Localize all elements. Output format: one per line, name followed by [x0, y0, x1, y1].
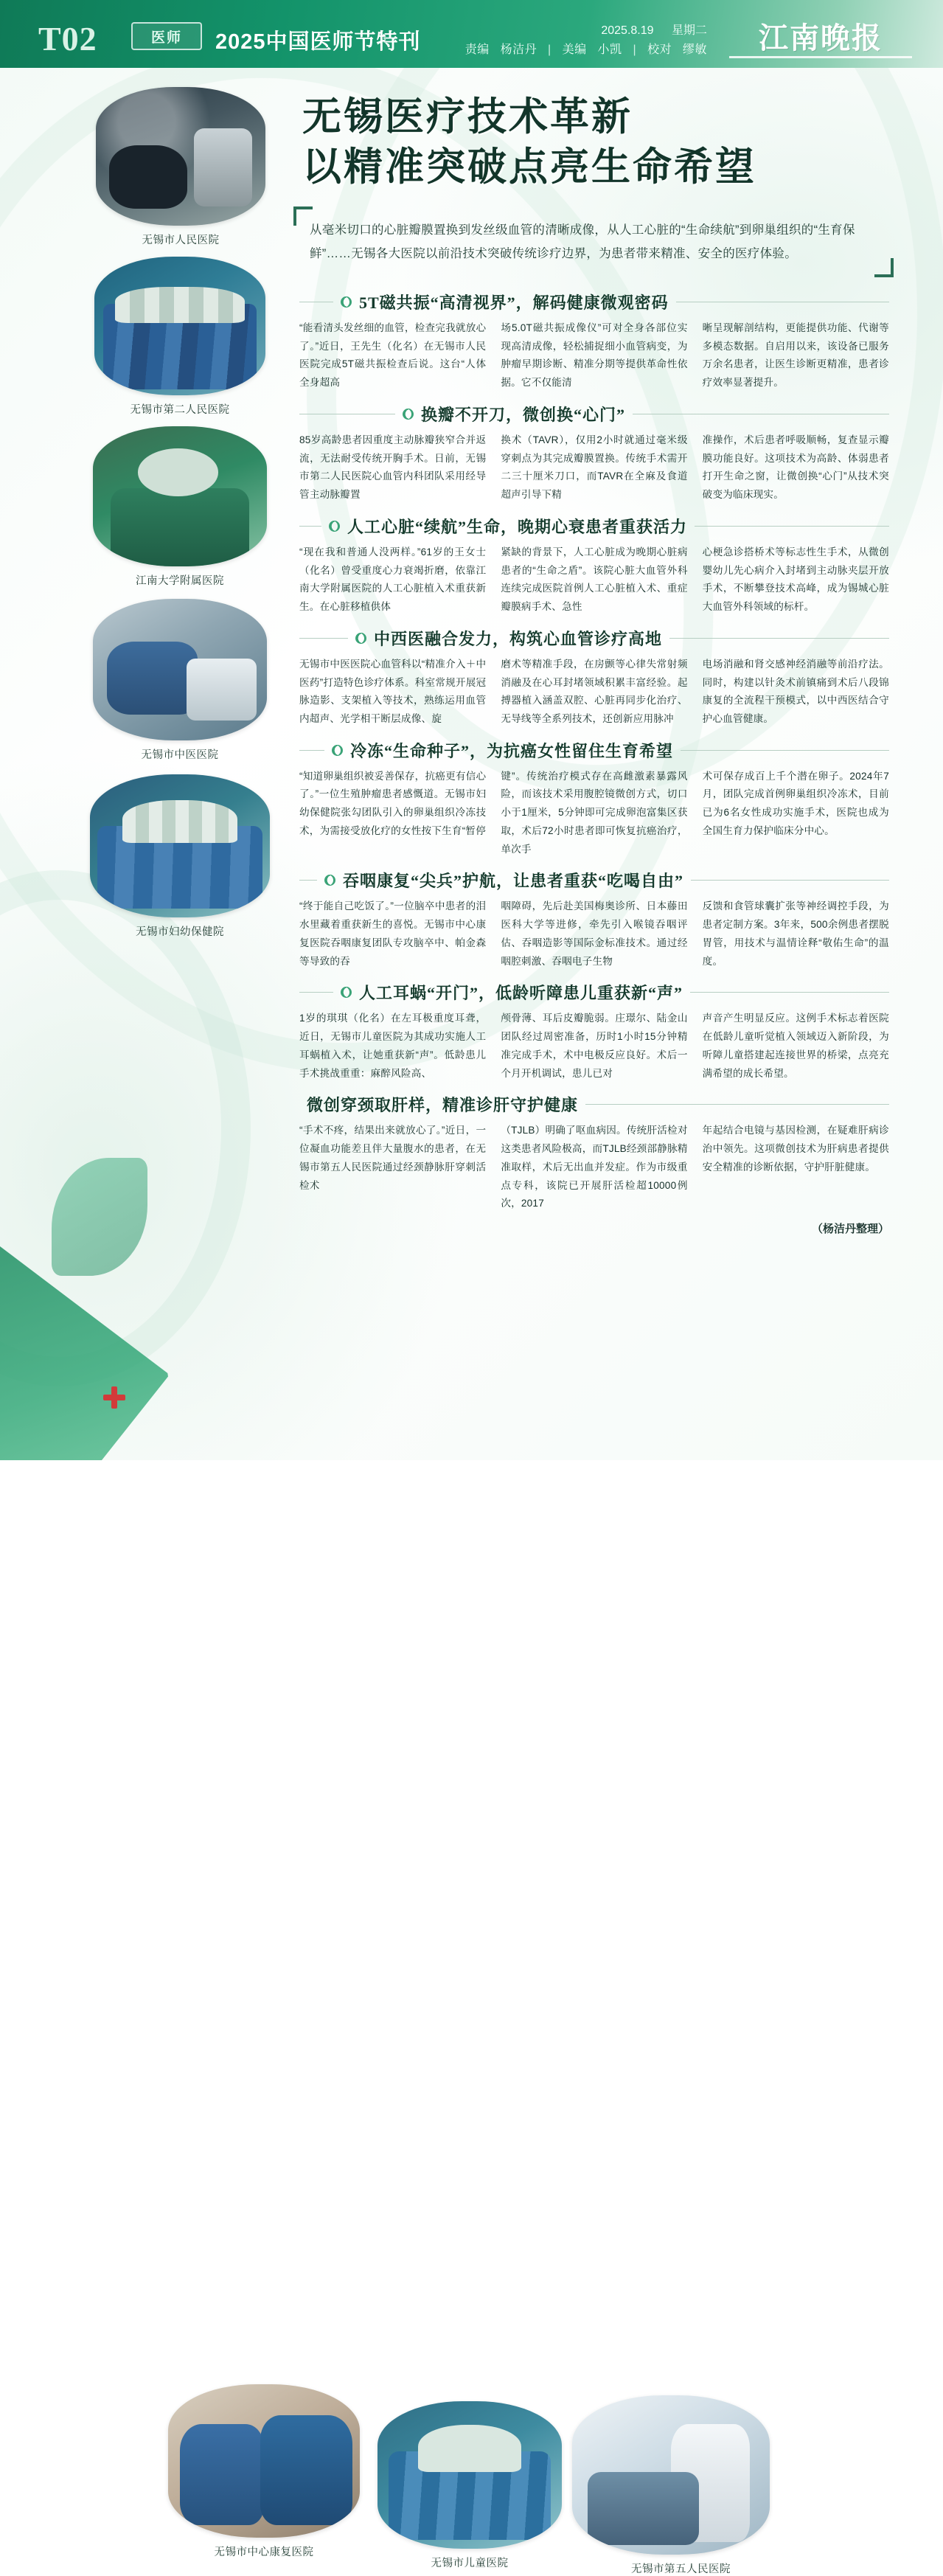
bracket-bottom-right-icon — [874, 258, 894, 277]
section-5t-mri — [299, 291, 889, 392]
headline-line-1: 无锡医疗技术革新 — [302, 96, 633, 139]
section-heading — [299, 515, 889, 538]
headline-line-2: 以精准突破点亮生命希望 — [302, 145, 756, 189]
photo-caption: 无锡市第二人民医院 — [130, 404, 230, 416]
section-tavr — [299, 403, 889, 504]
photo-children-hospital — [377, 2401, 562, 2569]
paragraph: 电场消融和肾交感神经消融等前沿疗法。同时，构建以针灸术前镇痛到术后八段锦康复的全流程干预模式，以中西医结合守护心血管健康。 — [702, 658, 889, 725]
paragraph: 术可保存成百上千个潜在卵子。2024年7月，团队完成首例卵巢组织冷冻术，目前已为6名女性成功实施手术，医院也成为全国生育力保护临床分中心。 — [702, 770, 889, 836]
section-title: 人工耳蜗“开门”，低龄听障患儿重获新“声” — [359, 984, 683, 1003]
section-heading — [299, 869, 889, 892]
credit-role-proofreader: 校对 — [647, 44, 672, 56]
paragraph: “手术不疼，结果出来就放心了。”近日，一位凝血功能差且伴大量腹水的患者，在无锡市第五人民医院通过经颈静脉肝穿刺活检术 — [299, 1125, 487, 1191]
photo-image — [93, 599, 267, 740]
section-title: 冷冻“生命种子”，为抗癌女性留住生育希望 — [350, 741, 674, 760]
section-heading — [299, 739, 889, 762]
photo-maternity-child-hospital — [90, 774, 270, 938]
section-heading — [299, 291, 889, 313]
credit-role-editor: 责编 — [464, 44, 490, 56]
heading-rule-left — [299, 750, 324, 751]
paragraph: 咽障碍，先后赴美国梅奥诊所、日本藤田医科大学等进修，牵先引入喉镜吞咽评估、吞咽造影等国际金标准技术。通过经咽腔刺激、吞咽电子生物 — [501, 900, 688, 967]
photo-image — [168, 2384, 360, 2538]
section-title: 吞咽康复“尖兵”护航，让患者重获“吃喝自由” — [343, 872, 684, 891]
newspaper-name: 江南晚报 — [759, 21, 883, 55]
photo-tcm-hospital — [93, 599, 267, 761]
section-heading — [299, 627, 889, 650]
paragraph: （TJLB）明确了呕血病因。传统肝活检对这类患者风险极高，而TJLB经颈部静脉精准取样，术后无出血并发症。作为市级重点专科，该院已开展肝活检超10000例次，2017 — [501, 1125, 688, 1209]
section-heading — [299, 1093, 889, 1116]
medical-cross-icon — [103, 1386, 125, 1409]
heading-rule-left — [299, 992, 333, 993]
newspaper-logo — [725, 15, 916, 56]
heading-rule-right — [669, 638, 889, 639]
lede-text: 从毫米切口的心脏瓣膜置换到发丝级血管的清晰成像，从人工心脏的“生命续航”到卵巢组织的“生育保鲜”……无锡各大医院以前沿技术突破传统诊疗边界，为患者带来精准、安全的医疗体验。 — [310, 223, 855, 261]
paragraph: 准操作，术后患者呼吸顺畅，复查显示瓣膜功能良好。这项技术为高龄、体弱患者打开生命之窗，让微创换“心门”从技术突破变为临床现实。 — [702, 434, 889, 501]
crescent-icon — [403, 409, 414, 420]
section-cochlear-implant — [299, 981, 889, 1083]
logo-underline — [729, 56, 912, 58]
paragraph: 反馈和食管球囊扩张等神经调控手段，为患者定制方案。3年来，500余例患者摆脱胃管，用技术与温情诠释“敬佑生命”的温度。 — [702, 900, 889, 967]
paragraph: 紧缺的背景下，人工心脏成为晚期心脏病患者的“生命之盾”。该院心脏大血管外科连续完成医院首例人工心脏植入术、重症瓣膜病手术、急性 — [501, 546, 688, 613]
section-title: 5T磁共振“高清视界”，解码健康微观密码 — [359, 294, 669, 312]
section-columns — [299, 319, 889, 392]
credit-name-designer: 小凯 — [597, 44, 622, 56]
photo-image — [94, 257, 265, 395]
bracket-top-left-icon — [293, 206, 313, 226]
paragraph: “能看清头发丝细的血管，检查完我就放心了。”近日，王先生（化名）在无锡市人民医院完成5T磁共振检查后说。这台“人体全身超高 — [299, 322, 487, 389]
publish-date: 2025.8.19 — [601, 24, 654, 37]
photo-image — [96, 87, 265, 226]
section-columns — [299, 544, 889, 617]
paragraph: 无锡市中医医院心血管科以“精准介入＋中医药”打造特色诊疗体系。科室常规开展冠脉造影、支架植入等技术，熟练运用血管内超声、光学相干断层成像、旋 — [299, 658, 487, 725]
photo-caption: 无锡市中医医院 — [141, 749, 219, 761]
paragraph: “终于能自己吃饭了。”一位脑卒中患者的泪水里藏着重获新生的喜悦。无锡市中心康复医院吞咽康复团队专攻脑卒中、帕金森等导致的吞 — [299, 900, 487, 967]
photo-fifth-people-hospital — [572, 2395, 770, 2575]
paragraph: “现在我和普通人没两样。”61岁的王女士（化名）曾受重度心力衰竭折磨，依靠江南大学附属医院的人工心脏植入术重获新生。在心脏移植供体 — [299, 546, 487, 613]
crescent-icon — [355, 633, 366, 644]
photo-caption: 无锡市中心康复医院 — [214, 2547, 314, 2558]
paragraph: 键”。传统治疗模式存在高雌激素暴露风险，而该技术采用腹腔镜微创方式，切口小于1厘米，5分钟即可完成卵泡富集区获取，术后72小时患者即可恢复抗癌治疗，单次手 — [501, 770, 688, 855]
section-title: 换瓣不开刀，微创换“心门” — [421, 405, 626, 424]
photo-caption: 无锡市儿童医院 — [431, 2558, 509, 2569]
paragraph: 1岁的琪琪（化名）在左耳极重度耳聋，近日，无锡市儿童医院为其成功实施人工耳蜗植入术，让她重获新“声”。低龄患儿手术挑战重重：麻醉风险高、 — [299, 1013, 487, 1079]
dateline — [601, 21, 707, 38]
special-edition-title: 2025中国医师节特刊 — [215, 30, 421, 54]
heading-rule-left — [299, 526, 321, 527]
section-ovarian-cryo — [299, 739, 889, 859]
crescent-icon — [329, 521, 340, 532]
section-columns — [299, 431, 889, 504]
heading-rule-right — [691, 880, 889, 881]
paragraph: 换术（TAVR），仅用2小时就通过毫米级穿刺点为其完成瓣膜置换。传统手术需开二三十厘米刀口，而TAVR在全麻及食道超声引导下精 — [501, 434, 688, 501]
paragraph: 晰呈现解剖结构，更能提供功能、代谢等多模态数据。自启用以来，该设备已服务万余名患者，让医生诊断更精准，患者诊疗效率显著提升。 — [702, 322, 889, 389]
masthead — [0, 0, 943, 68]
photo-caption: 江南大学附属医院 — [136, 575, 224, 587]
section-title: 中西医融合发力，构筑心血管诊疗高地 — [374, 629, 663, 648]
lede-paragraph — [310, 218, 877, 265]
heading-rule-right — [690, 992, 889, 993]
heading-rule-right — [585, 1104, 889, 1105]
crescent-icon — [341, 987, 352, 998]
article-byline: （杨洁丹整理） — [811, 1222, 889, 1235]
section-artificial-heart — [299, 515, 889, 617]
crescent-icon — [332, 745, 343, 756]
photo-people-hospital — [96, 87, 265, 246]
bottom-photo-row — [0, 1186, 943, 2575]
section-columns — [299, 898, 889, 971]
crescent-icon — [341, 296, 352, 308]
section-swallowing-rehab — [299, 869, 889, 971]
weekday: 星期二 — [671, 24, 707, 37]
heading-rule-left — [299, 880, 317, 881]
paragraph: 颅骨薄、耳后皮瓣脆弱。庄璟尔、陆金山团队经过周密准备，历时1小时15分钟精准完成手术，术中电极反应良好。术后一个月开机调试，患儿已对 — [501, 1013, 688, 1079]
credit-role-designer: 美编 — [562, 44, 587, 56]
page-number: T02 — [38, 20, 97, 58]
paragraph: 年起结合电镜与基因检测，在疑难肝病诊治中领先。这项微创技术为肝病患者提供安全精准的诊断依据，守护肝脏健康。 — [702, 1125, 889, 1173]
photo-image — [93, 426, 267, 566]
section-columns — [299, 768, 889, 859]
section-heading — [299, 403, 889, 426]
headline — [302, 93, 885, 193]
heading-rule-right — [695, 526, 889, 527]
photo-jiangnan-affiliated-hospital — [93, 426, 267, 587]
section-heading — [299, 981, 889, 1004]
paragraph: 心梗急诊搭桥术等标志性生手术，从微创婴幼儿先心病介入封堵到主动脉夹层开放手术，不断攀登技术高峰，成为锡城心脏大血管外科领域的标杆。 — [702, 546, 889, 613]
section-columns — [299, 1010, 889, 1083]
photo-image — [377, 2401, 562, 2549]
paragraph: 磨术等精准手段，在房颤等心律失常射频消融及在心耳封堵领域积累丰富经验。起搏器植入涵盖双腔、心脏再同步化治疗、无导线等全系列技术，还创新应用脉冲 — [501, 658, 688, 725]
credit-name-proofreader: 缪敏 — [682, 44, 707, 56]
section-title: 微创穿颈取肝样，精准诊肝守护健康 — [307, 1096, 579, 1115]
article-body — [299, 280, 889, 1239]
credit-name-editor: 杨洁丹 — [500, 44, 537, 56]
photo-image — [572, 2395, 770, 2555]
paragraph: “知道卵巢组织被妥善保存，抗癌更有信心了。”一位生殖肿瘤患者感慨道。无锡市妇幼保健院张勾团队引入的卵巢组织冷冻技术，为需接受放化疗的女性按下生育“暂停 — [299, 770, 487, 836]
photo-second-people-hospital — [94, 257, 265, 416]
photo-caption: 无锡市妇幼保健院 — [136, 926, 224, 938]
section-columns — [299, 656, 889, 729]
photo-caption: 无锡市人民医院 — [142, 235, 220, 246]
heading-rule-left — [299, 638, 348, 639]
festival-badge — [131, 22, 202, 50]
crescent-icon — [324, 875, 335, 886]
photo-central-rehab-hospital — [168, 2384, 360, 2558]
photo-caption: 无锡市第五人民医院 — [631, 2563, 731, 2575]
heading-rule-right — [681, 750, 889, 751]
section-title: 人工心脏“续航”生命，晚期心衰患者重获活力 — [347, 517, 688, 536]
photo-image — [90, 774, 270, 917]
paragraph: 声音产生明显反应。这例手术标志着医院在低龄儿童听觉植入领域迈入新阶段，为听障儿童搭建起连接世界的桥梁，点亮充满希望的成长希望。 — [702, 1013, 889, 1079]
paragraph: 85岁高龄患者因重度主动脉瓣狭窄合并返流，无法耐受传统开胸手术。日前，无锡市第二人民医院心血管内科团队采用经导管主动脉瓣置 — [299, 434, 487, 501]
paragraph: 场5.0T磁共振成像仪”可对全身各部位实现高清成像，轻松捕捉细小血管病变，为肿瘤早期诊断、精准分期等提供革命性依据。它不仅能清 — [501, 322, 688, 389]
festival-badge-label: 医师 — [150, 29, 182, 46]
credits: 责编 杨洁丹 | 美编 小凯 | 校对 缪敏 — [464, 44, 707, 56]
section-tcm-integration — [299, 627, 889, 729]
